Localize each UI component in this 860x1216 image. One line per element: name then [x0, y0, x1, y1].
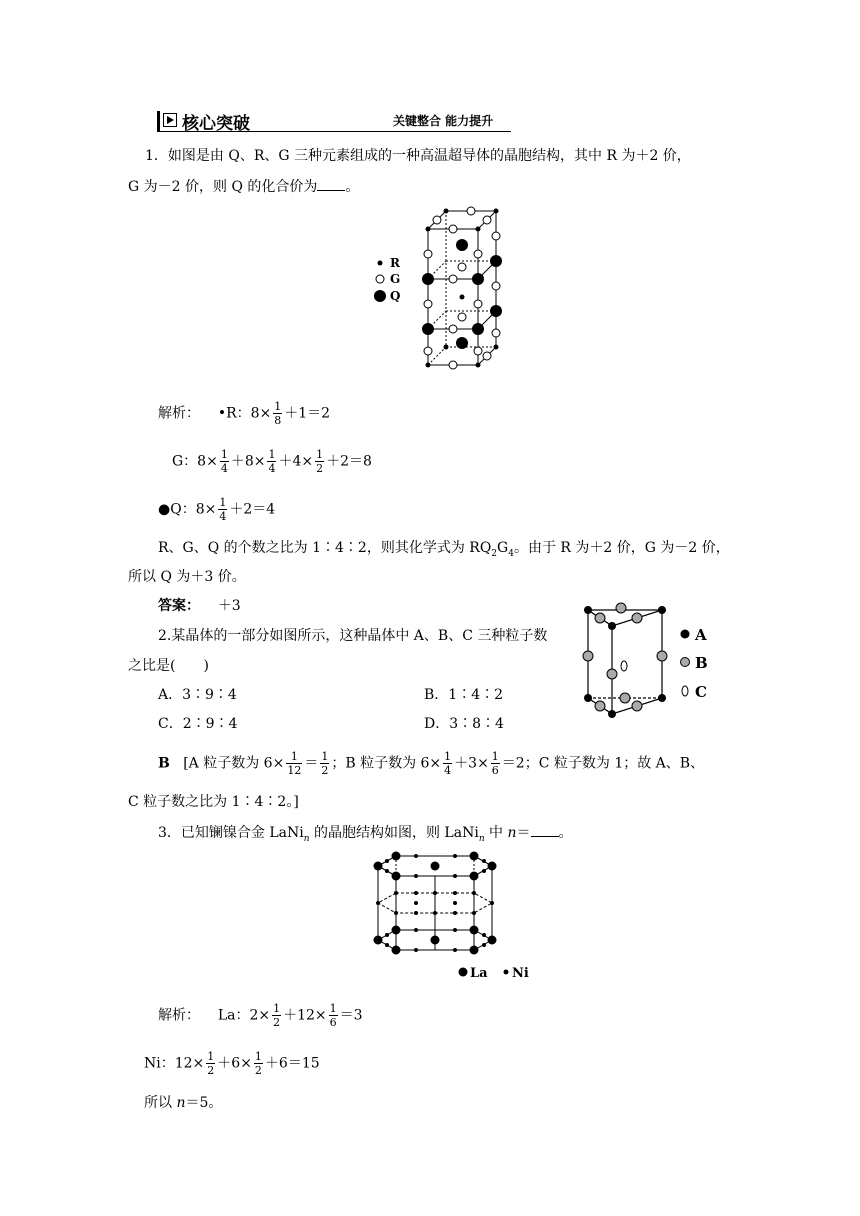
header-bar — [157, 111, 160, 131]
q2-line2: 之比是( ) — [128, 658, 209, 674]
la-legend-icon — [459, 968, 468, 977]
legend-la: La — [470, 966, 488, 981]
q-legend-icon — [374, 290, 386, 302]
answer-blank — [317, 176, 345, 191]
q2-explanation-line1: B [A 粒子数为 6× $\frac{1}{12}$ ＝ $\frac{1}{2}$ ；B 粒子数为 6× $\frac{1}{4}$ ＋3× $\frac{1}{6}$ ＝2；C 粒子数为 1；故 A、B、 — [158, 750, 705, 777]
q1-line2: G 为－2 价，则 Q 的化合价为 。 — [128, 176, 359, 197]
b-legend-icon — [681, 658, 690, 667]
g-legend-icon — [376, 275, 384, 283]
q1-analysis-q: ●Q：8× $\frac{1}{4}$ ＋2＝4 — [158, 496, 276, 523]
q1-answer: 答案： ＋3 — [158, 598, 241, 614]
legend-g: G — [390, 272, 401, 286]
q2-explanation-line2: C 粒子数之比为 1∶4∶2。] — [128, 794, 299, 810]
r-legend-icon — [378, 261, 383, 266]
answer-blank — [531, 822, 559, 837]
q3-hexagonal-figure — [360, 848, 540, 982]
q2-option-d: D．3∶8∶4 — [424, 716, 504, 732]
q1-crystal-figure — [370, 205, 510, 385]
q3-conclusion: 所以 n＝5。 — [144, 1095, 223, 1111]
q3-analysis-la: 解析： La：2× $\frac{1}{2}$ ＋12× $\frac{1}{6}$ ＝3 — [158, 1002, 363, 1029]
q1-analysis-g: G：8× $\frac{1}{4}$ ＋8× $\frac{1}{4}$ ＋4× $\frac{1}{2}$ ＋2＝8 — [172, 448, 372, 475]
q2-prism-figure — [576, 598, 716, 728]
a-legend-icon — [681, 630, 690, 639]
q3-line1: 3．已知镧镍合金 LaNi$_n$ 的晶胞结构如图，则 LaNi$_n$ 中 n＝ 。 — [158, 822, 573, 849]
ni-legend-icon — [504, 970, 509, 975]
q2-option-c: C．2∶9∶4 — [158, 716, 238, 732]
q2-option-a: A．3∶9∶4 — [158, 687, 237, 703]
legend-r: R — [390, 256, 400, 270]
section-subtitle: 关键整合 能力提升 — [393, 114, 494, 128]
legend-c: C — [695, 683, 707, 701]
c-legend-icon — [682, 686, 688, 696]
legend-b: B — [695, 654, 708, 672]
q1-analysis-r: 解析： •R：8× $\frac{1}{8}$ ＋1＝2 — [158, 400, 331, 427]
legend-q: Q — [390, 289, 401, 303]
q1-line1: 1．如图是由 Q、R、G 三种元素组成的一种高温超导体的晶胞结构，其中 R 为＋2 价， — [145, 148, 691, 164]
q3-analysis-ni: Ni：12× $\frac{1}{2}$ ＋6× $\frac{1}{2}$ ＋6＝15 — [144, 1050, 320, 1077]
q2-line1: 2.某晶体的一部分如图所示，这种晶体中 A、B、C 三种粒子数 — [158, 628, 548, 644]
play-icon — [163, 113, 177, 127]
legend-ni: Ni — [512, 966, 529, 981]
q1-ratio-line2: 所以 Q 为＋3 价。 — [128, 569, 246, 585]
legend-a: A — [695, 626, 707, 644]
q1-ratio-line1: R、G、Q 的个数之比为 1∶4∶2，则其化学式为 $RQ_2G_4$。由于 R 为＋2 价，G 为－2 价， — [158, 540, 730, 559]
q2-option-b: B．1∶4∶2 — [424, 687, 504, 703]
section-title: 核心突破 — [182, 114, 250, 134]
section-header — [157, 109, 511, 132]
